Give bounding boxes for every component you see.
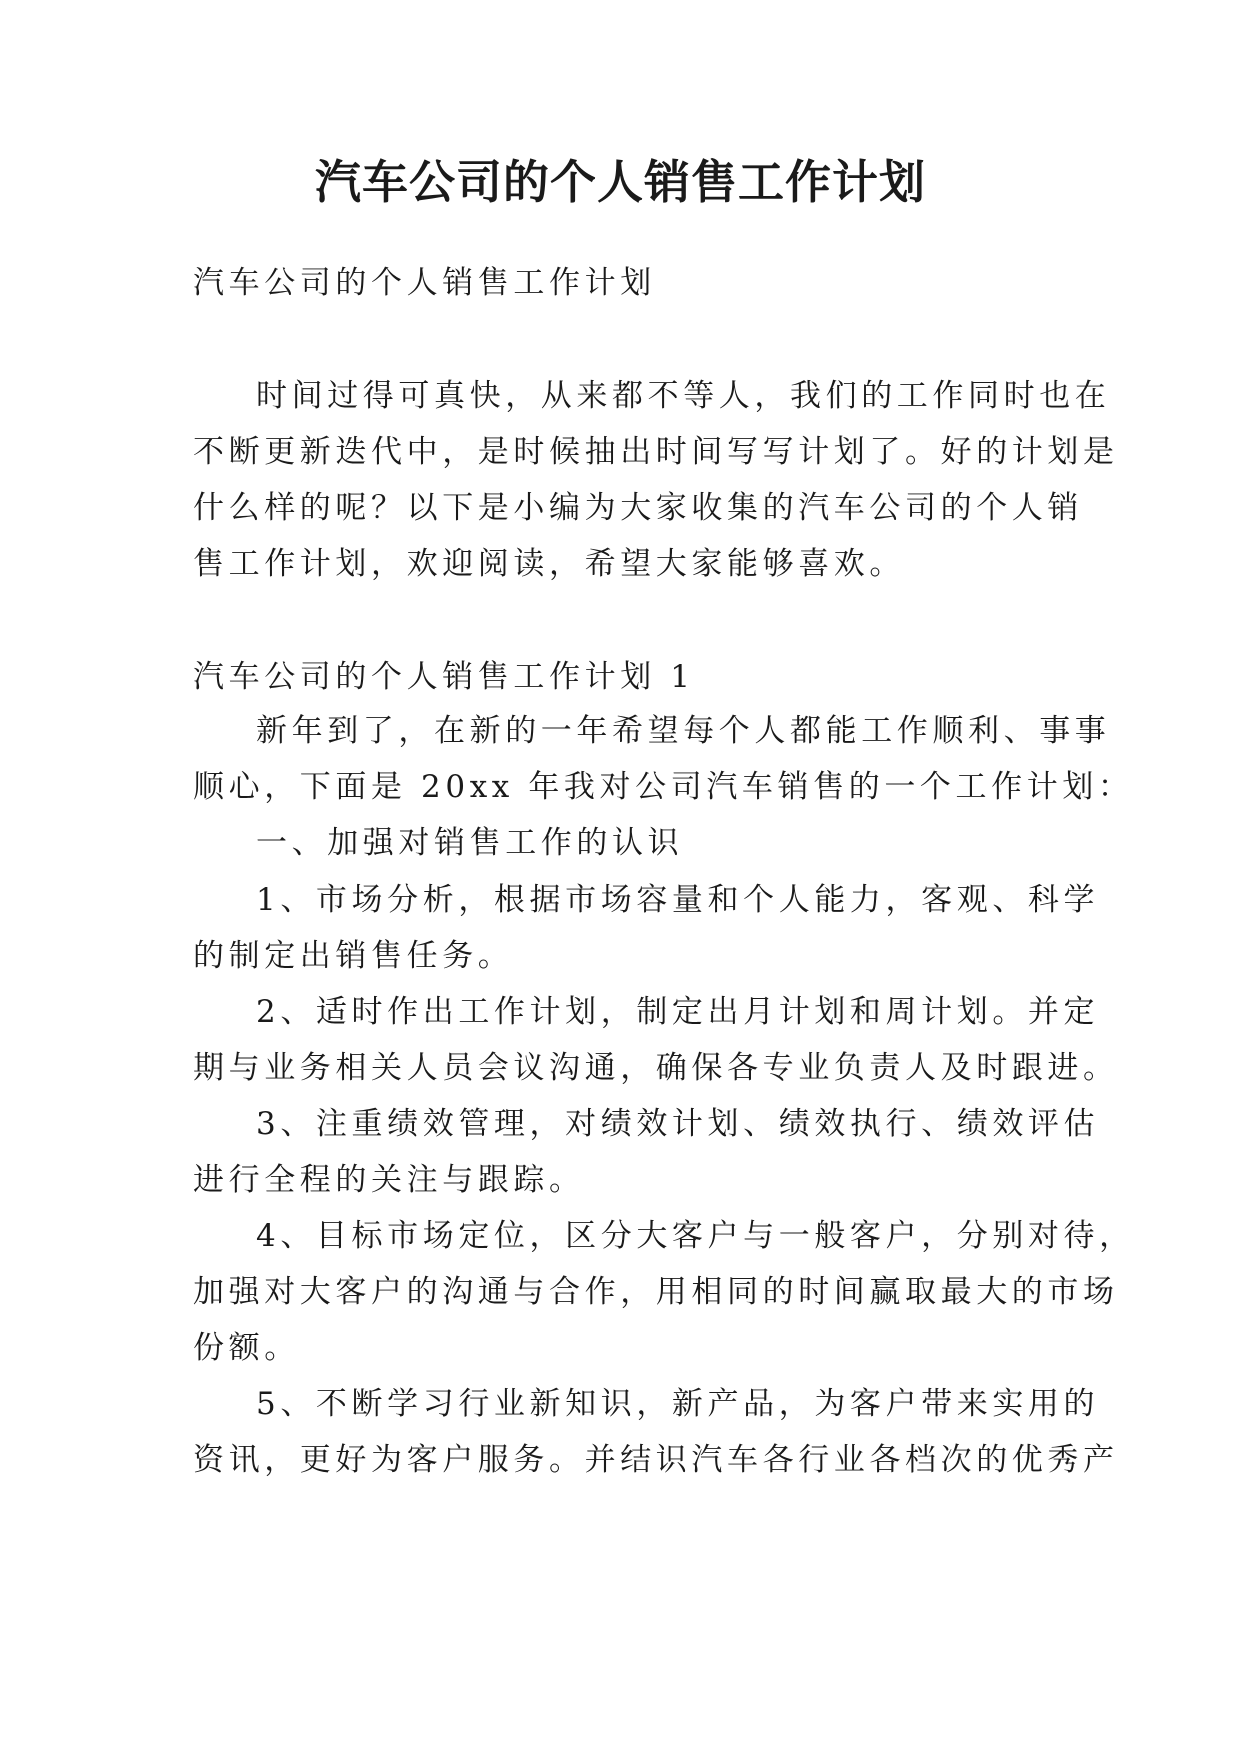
intro-line-1: 时间过得可真快，从来都不等人，我们的工作同时也在 [256,378,1111,414]
document-title: 汽车公司的个人销售工作计划 [315,155,926,209]
body-line-13: 5、不断学习行业新知识，新产品，为客户带来实用的 [256,1386,1100,1422]
document-subtitle: 汽车公司的个人销售工作计划 [193,265,656,301]
body-line-1: 新年到了，在新的一年希望每个人都能工作顺利、事事 [256,713,1111,749]
intro-line-3: 什么样的呢？以下是小编为大家收集的汽车公司的个人销 [193,490,1083,526]
body-line-12: 份额。 [193,1330,300,1366]
section-heading: 汽车公司的个人销售工作计划 1 [193,659,695,695]
intro-line-2: 不断更新迭代中，是时候抽出时间写写计划了。好的计划是 [193,434,1119,470]
body-line-11: 加强对大客户的沟通与合作，用相同的时间赢取最大的市场 [193,1274,1119,1310]
body-line-14: 资讯，更好为客户服务。并结识汽车各行业各档次的优秀产 [193,1442,1119,1478]
body-line-5: 的制定出销售任务。 [193,938,514,974]
body-line-3: 一、加强对销售工作的认识 [256,825,684,861]
body-line-9: 进行全程的关注与跟踪。 [193,1162,585,1198]
intro-line-4: 售工作计划，欢迎阅读，希望大家能够喜欢。 [193,546,905,582]
body-line-4: 1、市场分析，根据市场容量和个人能力，客观、科学 [256,882,1100,918]
body-line-10: 4、目标市场定位，区分大客户与一般客户，分别对待， [256,1218,1135,1254]
body-line-8: 3、注重绩效管理，对绩效计划、绩效执行、绩效评估 [256,1106,1100,1142]
body-line-6: 2、适时作出工作计划，制定出月计划和周计划。并定 [256,994,1100,1030]
body-line-7: 期与业务相关人员会议沟通，确保各专业负责人及时跟进。 [193,1050,1119,1086]
body-line-2: 顺心，下面是 20xx 年我对公司汽车销售的一个工作计划： [193,769,1134,805]
